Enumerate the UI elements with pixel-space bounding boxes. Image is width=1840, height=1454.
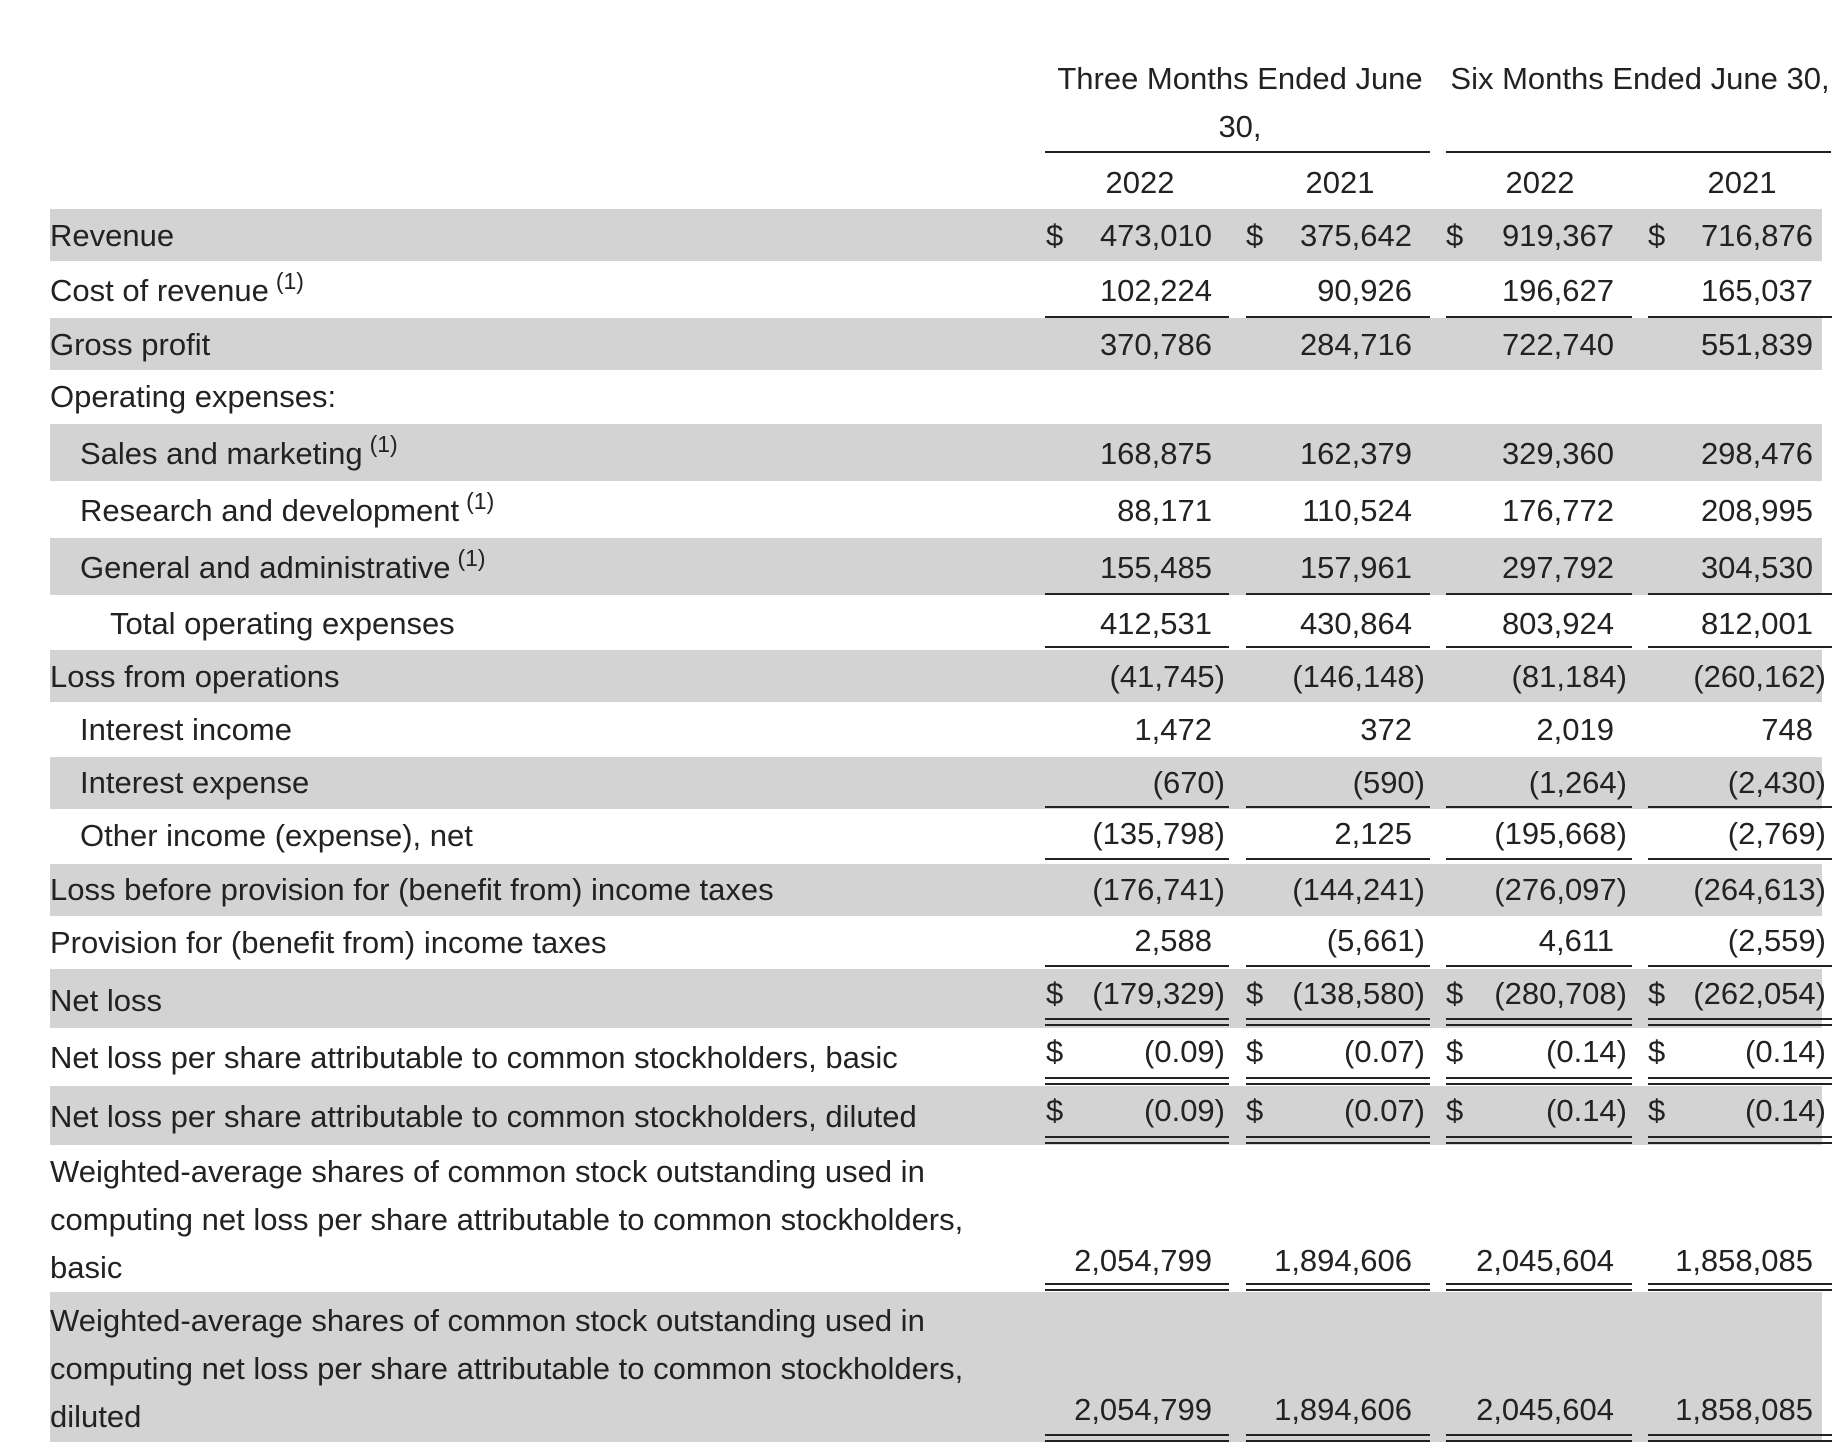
currency-symbol: $ [1246, 1034, 1264, 1069]
subtotal-rule [1045, 806, 1229, 808]
subtotal-rule [1648, 316, 1832, 318]
cell-value: 329,360 [1501, 436, 1614, 471]
cell-value: 102,224 [1099, 273, 1212, 308]
currency-symbol: $ [1648, 1093, 1666, 1128]
cell-value: 165,037 [1700, 273, 1813, 308]
cell-value: 2,045,604 [1476, 1243, 1614, 1278]
year-header: 2022 [1505, 165, 1575, 200]
subtotal-rule [1446, 858, 1632, 860]
row-label: Other income (expense), net [80, 818, 473, 853]
row-label: Weighted-average shares of common stock outstanding used in computing net loss per share attributable to common stockholders, diluted [50, 1303, 964, 1434]
cell-value: 716,876 [1700, 218, 1813, 253]
cell-value: 2,019 [1536, 712, 1614, 747]
row-label [80, 430, 398, 478]
cell-value: 157,961 [1299, 550, 1412, 585]
row-label-text: General and administrative [80, 550, 451, 585]
row-label: Loss from operations [50, 659, 340, 694]
year-header: 2021 [1305, 165, 1375, 200]
subtotal-rule [1045, 593, 1229, 595]
cell-value: (280,708) [1494, 976, 1627, 1011]
cell-value: (0.07) [1344, 1093, 1425, 1128]
row-label: Net loss per share attributable to common stockholders, diluted [50, 1099, 917, 1134]
subtotal-rule [1246, 593, 1430, 595]
cell-value: 1,858,085 [1675, 1243, 1813, 1278]
subtotal-rule [1648, 858, 1832, 860]
cell-value: (2,430) [1727, 765, 1826, 800]
subtotal-rule [1648, 806, 1832, 808]
year-header: 2021 [1707, 165, 1777, 200]
total-double-rule [1045, 1136, 1229, 1144]
row-label: Interest income [80, 712, 292, 747]
subtotal-rule [1246, 965, 1430, 967]
total-double-rule [1045, 1283, 1229, 1291]
cell-value: (1,264) [1528, 765, 1627, 800]
subtotal-rule [1246, 806, 1430, 808]
subtotal-rule [1246, 316, 1430, 318]
cell-value: (2,769) [1727, 816, 1826, 851]
cell-value: 304,530 [1700, 550, 1813, 585]
currency-symbol: $ [1246, 1093, 1264, 1128]
subtotal-rule [1045, 965, 1229, 967]
row-label-text: Sales and marketing [80, 436, 363, 471]
subtotal-rule [1045, 858, 1229, 860]
currency-symbol: $ [1648, 218, 1666, 253]
cell-value: 88,171 [1117, 493, 1212, 528]
cell-value: 168,875 [1099, 436, 1212, 471]
cell-value: 196,627 [1501, 273, 1614, 308]
row-label: Loss before provision for (benefit from) income taxes [50, 872, 774, 907]
row-label [50, 267, 304, 315]
total-double-rule [1246, 1077, 1430, 1085]
currency-symbol: $ [1046, 218, 1064, 253]
cell-value: (0.14) [1745, 1093, 1826, 1128]
subtotal-rule [1648, 965, 1832, 967]
cell-value: (0.09) [1144, 1034, 1225, 1069]
cell-value: 473,010 [1099, 218, 1212, 253]
cell-value: (264,613) [1693, 872, 1826, 907]
footnote-marker: (1) [466, 488, 495, 514]
subtotal-rule [1045, 316, 1229, 318]
cell-value: 722,740 [1501, 327, 1614, 362]
cell-value: (260,162) [1693, 659, 1826, 694]
total-double-rule [1045, 1077, 1229, 1085]
cell-value: 812,001 [1700, 606, 1813, 641]
total-double-rule [1648, 1283, 1832, 1291]
cell-value: (5,661) [1326, 923, 1425, 958]
cell-value: 375,642 [1299, 218, 1412, 253]
row-label-text: Cost of revenue [50, 273, 269, 308]
currency-symbol: $ [1246, 218, 1264, 253]
subtotal-rule [1246, 858, 1430, 860]
total-double-rule [1446, 1283, 1632, 1291]
cell-value: 155,485 [1099, 550, 1212, 585]
subtotal-rule [1446, 646, 1632, 648]
cell-value: 1,472 [1134, 712, 1212, 747]
footnote-marker: (1) [457, 545, 486, 571]
cell-value: 298,476 [1700, 436, 1813, 471]
cell-value: 551,839 [1700, 327, 1813, 362]
currency-symbol: $ [1046, 976, 1064, 1011]
total-double-rule [1246, 1136, 1430, 1144]
cell-value: (179,329) [1092, 976, 1225, 1011]
currency-symbol: $ [1046, 1093, 1064, 1128]
cell-value: 1,894,606 [1274, 1392, 1412, 1427]
cell-value: 90,926 [1317, 273, 1412, 308]
section-label: Operating expenses: [50, 379, 337, 414]
currency-symbol: $ [1446, 1034, 1464, 1069]
column-group-header: Six Months Ended June 30, [1450, 61, 1830, 96]
footnote-marker: (1) [369, 431, 398, 457]
total-double-rule [1648, 1077, 1832, 1085]
subtotal-rule [1045, 646, 1229, 648]
row-label: Provision for (benefit from) income taxes [50, 925, 607, 960]
total-double-rule [1446, 1434, 1632, 1442]
cell-value: (146,148) [1292, 659, 1425, 694]
year-header: 2022 [1105, 165, 1175, 200]
total-double-rule [1648, 1136, 1832, 1144]
cell-value: 208,995 [1700, 493, 1813, 528]
column-group-header: Three Months Ended June 30, [1057, 61, 1423, 144]
cell-value: 2,054,799 [1074, 1243, 1212, 1278]
currency-symbol: $ [1046, 1034, 1064, 1069]
cell-value: 1,894,606 [1274, 1243, 1412, 1278]
currency-symbol: $ [1446, 976, 1464, 1011]
cell-value: 2,588 [1134, 923, 1212, 958]
total-double-rule [1045, 1018, 1229, 1026]
row-label: Weighted-average shares of common stock outstanding used in computing net loss per share attributable to common stockholders, basic [50, 1154, 964, 1285]
cell-value: 2,125 [1334, 816, 1412, 851]
cell-value: 412,531 [1099, 606, 1212, 641]
subtotal-rule [1648, 646, 1832, 648]
cell-value: (195,668) [1494, 816, 1627, 851]
cell-value: 372 [1360, 712, 1412, 747]
currency-symbol: $ [1446, 218, 1464, 253]
total-double-rule [1446, 1018, 1632, 1026]
cell-value: 4,611 [1538, 923, 1614, 958]
subtotal-rule [1446, 965, 1632, 967]
cell-value: (135,798) [1092, 816, 1225, 851]
currency-symbol: $ [1648, 976, 1666, 1011]
cell-value: 919,367 [1501, 218, 1614, 253]
cell-value: (144,241) [1292, 872, 1425, 907]
subtotal-rule [1648, 593, 1832, 595]
row-label: Interest expense [80, 765, 310, 800]
row-label: Net loss per share attributable to common stockholders, basic [50, 1040, 898, 1075]
row-label: Revenue [50, 218, 175, 253]
cell-value: 297,792 [1501, 550, 1614, 585]
cell-value: (670) [1152, 765, 1225, 800]
cell-value: (276,097) [1494, 872, 1627, 907]
cell-value: 162,379 [1299, 436, 1412, 471]
total-double-rule [1246, 1018, 1430, 1026]
row-label: Total operating expenses [110, 606, 455, 641]
total-double-rule [1246, 1434, 1430, 1442]
cell-value: (2,559) [1727, 923, 1826, 958]
cell-value: (0.09) [1144, 1093, 1225, 1128]
header-rule [1045, 151, 1430, 153]
cell-value: (0.07) [1344, 1034, 1425, 1069]
footnote-marker: (1) [275, 268, 304, 294]
currency-symbol: $ [1246, 976, 1264, 1011]
subtotal-rule [1446, 316, 1632, 318]
total-double-rule [1648, 1018, 1832, 1026]
cell-value: (0.14) [1546, 1093, 1627, 1128]
cell-value: (176,741) [1092, 872, 1225, 907]
row-label: Net loss [50, 983, 162, 1018]
cell-value: 2,045,604 [1476, 1392, 1614, 1427]
total-double-rule [1045, 1434, 1229, 1442]
total-double-rule [1446, 1136, 1632, 1144]
subtotal-rule [1446, 593, 1632, 595]
subtotal-rule [1446, 806, 1632, 808]
cell-value: 370,786 [1099, 327, 1212, 362]
cell-value: (262,054) [1693, 976, 1826, 1011]
cell-value: 110,524 [1302, 493, 1412, 528]
cell-value: 748 [1761, 712, 1813, 747]
currency-symbol: $ [1446, 1093, 1464, 1128]
cell-value: (41,745) [1109, 659, 1225, 694]
header-rule [1446, 151, 1831, 153]
row-label [80, 487, 494, 535]
row-label [80, 544, 486, 592]
currency-symbol: $ [1648, 1034, 1666, 1069]
row-label: Gross profit [50, 327, 211, 362]
total-double-rule [1446, 1077, 1632, 1085]
row-label-text: Research and development [80, 493, 460, 528]
cell-value: 430,864 [1299, 606, 1412, 641]
cell-value: 803,924 [1501, 606, 1614, 641]
cell-value: 1,858,085 [1675, 1392, 1813, 1427]
total-double-rule [1246, 1283, 1430, 1291]
subtotal-rule [1246, 646, 1430, 648]
cell-value: 2,054,799 [1074, 1392, 1212, 1427]
cell-value: (81,184) [1511, 659, 1627, 694]
cell-value: (590) [1352, 765, 1425, 800]
cell-value: (0.14) [1745, 1034, 1826, 1069]
total-double-rule [1648, 1434, 1832, 1442]
cell-value: 284,716 [1299, 327, 1412, 362]
cell-value: (138,580) [1292, 976, 1425, 1011]
cell-value: (0.14) [1546, 1034, 1627, 1069]
cell-value: 176,772 [1501, 493, 1614, 528]
